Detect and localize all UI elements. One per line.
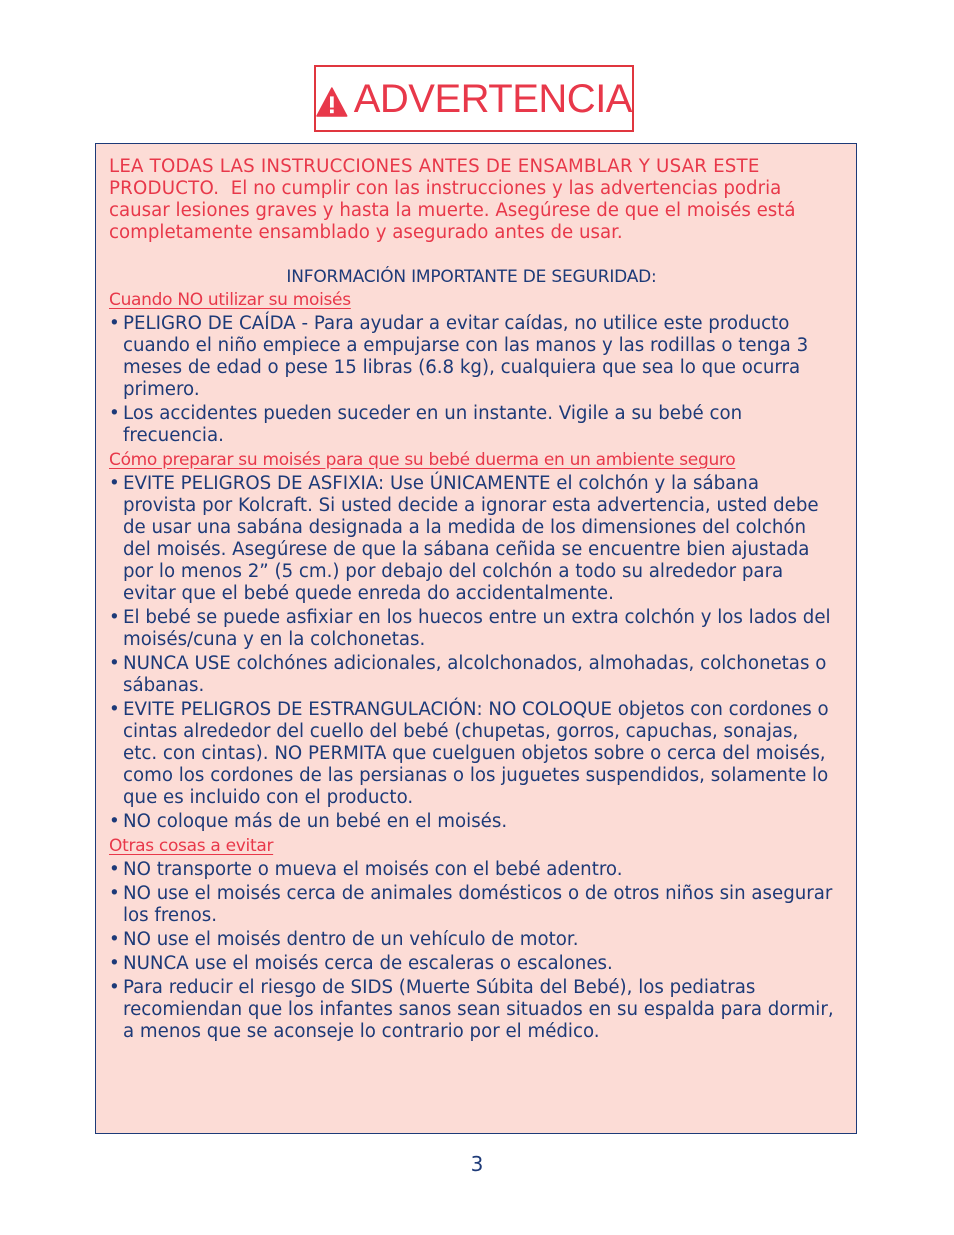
intro-paragraph <box>109 156 834 244</box>
keyword: NO <box>123 859 151 880</box>
warning-triangle-icon <box>316 86 348 118</box>
subheading-when-not-use: Cuando NO utilizar su moisés <box>109 290 351 310</box>
list-item <box>109 403 834 447</box>
keyword: EVITE PELIGROS DE ESTRANGULACIÓN: NO COLOQUE <box>123 699 612 720</box>
section-title: INFORMACIÓN IMPORTANTE DE SEGURIDAD: <box>286 267 657 287</box>
item-text: Los accidentes pueden suceder en un instante. Vigile a su bebé con frecuencia. <box>123 403 743 446</box>
warning-header <box>314 65 634 132</box>
keyword: NO PERMITA <box>274 743 387 764</box>
item-text: - Para ayudar a evitar caídas, no utilice este producto cuando el niño empiece a empujarse con las manos y las rodillas o tenga 3 meses de edad o pese 15 libras (6.8 kg), cualquiera que sea lo que ocurra primero. <box>123 313 809 400</box>
item-text: objetos con cordones o cintas alrededor del cuello del bebé (chupetas, gorros, capuchas, sonajas, etc. con cintas). <box>123 699 829 764</box>
item-text: use el moisés dentro de un vehículo de motor. <box>150 929 579 950</box>
intro-lead: LEA TODAS LAS INSTRUCCIONES ANTES DE ENSAMBLAR Y USAR ESTE PRODUCTO. <box>109 156 760 199</box>
item-text: El bebé se puede asfixiar en los huecos entre un extra colchón y los lados del moisés/cuna y en la colchonetas. <box>123 607 831 650</box>
list-item <box>109 811 834 833</box>
item-text: use el moisés cerca de animales domésticos o de otros niños sin asegurar los frenos. <box>123 883 833 926</box>
keyword: PELIGRO DE CAÍDA <box>123 313 296 334</box>
list-item <box>109 473 834 605</box>
keyword: EVITE PELIGROS DE ASFIXIA: <box>123 473 385 494</box>
keyword: NO <box>123 811 151 832</box>
list-item <box>109 313 834 401</box>
bullet-list <box>109 859 834 1043</box>
item-text: Use ÚNICAMENTE el colchón y la sábana provista por Kolcraft. Si usted decide a ignorar esta advertencia, usted debe de usar una sabána designada a la medida de los dimensiones del colchón del moisés. Asegúrese de que la sábana ceñida se encuentre bien ajustada por lo menos 2” (5 cm.) por debajo del colchón a todo su alrededor para evitar que el bebé quede enreda do accidentalmente. <box>123 473 819 604</box>
list-item <box>109 883 834 927</box>
item-text: coloque más de un bebé en el moisés. <box>150 811 508 832</box>
bullet-list <box>109 473 834 833</box>
intro-body: El no cumplir con las instrucciones y las advertencias podria causar lesiones graves y hasta la muerte. Asegúrese de que el moisés está completamente ensamblado y asegurado antes de usar. <box>109 178 796 243</box>
list-item <box>109 953 834 975</box>
keyword: NO <box>123 883 151 904</box>
list-item <box>109 607 834 651</box>
keyword: NO <box>123 929 151 950</box>
item-text: use el moisés cerca de escaleras o escalones. <box>188 953 613 974</box>
bullet-list <box>109 313 834 447</box>
keyword: NUNCA <box>123 953 189 974</box>
page-number: 3 <box>470 1152 484 1176</box>
list-item <box>109 653 834 697</box>
list-item <box>109 859 834 881</box>
warning-panel <box>95 143 857 1134</box>
item-text: colchónes adicionales, alcolchonados, almohadas, colchonetas o sábanas. <box>123 653 827 696</box>
keyword: NUNCA USE <box>123 653 231 674</box>
list-item <box>109 977 834 1043</box>
item-text: transporte o mueva el moisés con el bebé adentro. <box>150 859 623 880</box>
subheading-safe-sleep: Cómo preparar su moisés para que su bebé duerma en un ambiente seguro <box>109 450 736 470</box>
item-text: Para reducir el riesgo de SIDS (Muerte Súbita del Bebé), los pediatras recomiendan que los infantes sanos sean situados en su espalda para dormir, a menos que se aconseje lo contrario por el médico. <box>123 977 834 1042</box>
item-text: que cuelguen objetos sobre o cerca del moisés, como los cordones de las persianas o los juguetes suspendidos, solamente lo que es incluido con el producto. <box>123 743 829 808</box>
list-item <box>109 929 834 951</box>
page-title: ADVERTENCIA <box>353 76 632 121</box>
subheading-other-things: Otras cosas a evitar <box>109 836 274 856</box>
list-item <box>109 699 834 809</box>
